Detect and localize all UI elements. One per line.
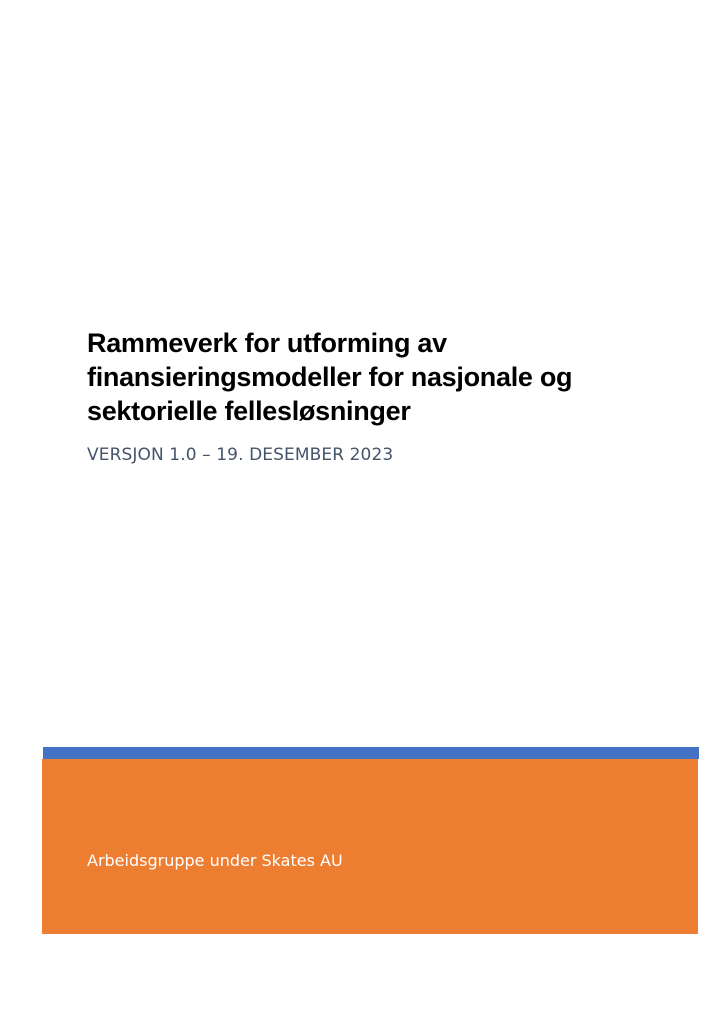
orange-footer-panel <box>42 759 698 934</box>
blue-accent-strip <box>43 747 699 759</box>
author-group-text: Arbeidsgruppe under Skates AU <box>87 851 343 870</box>
title-line-2: finansieringsmodeller for nasjonale og <box>87 362 573 392</box>
version-date-subtitle: VERSJON 1.0 – 19. DESEMBER 2023 <box>87 445 394 465</box>
title-line-3: sektorielle fellesløsninger <box>87 396 411 426</box>
document-title <box>87 326 687 428</box>
title-line-1: Rammeverk for utforming av <box>87 328 447 358</box>
